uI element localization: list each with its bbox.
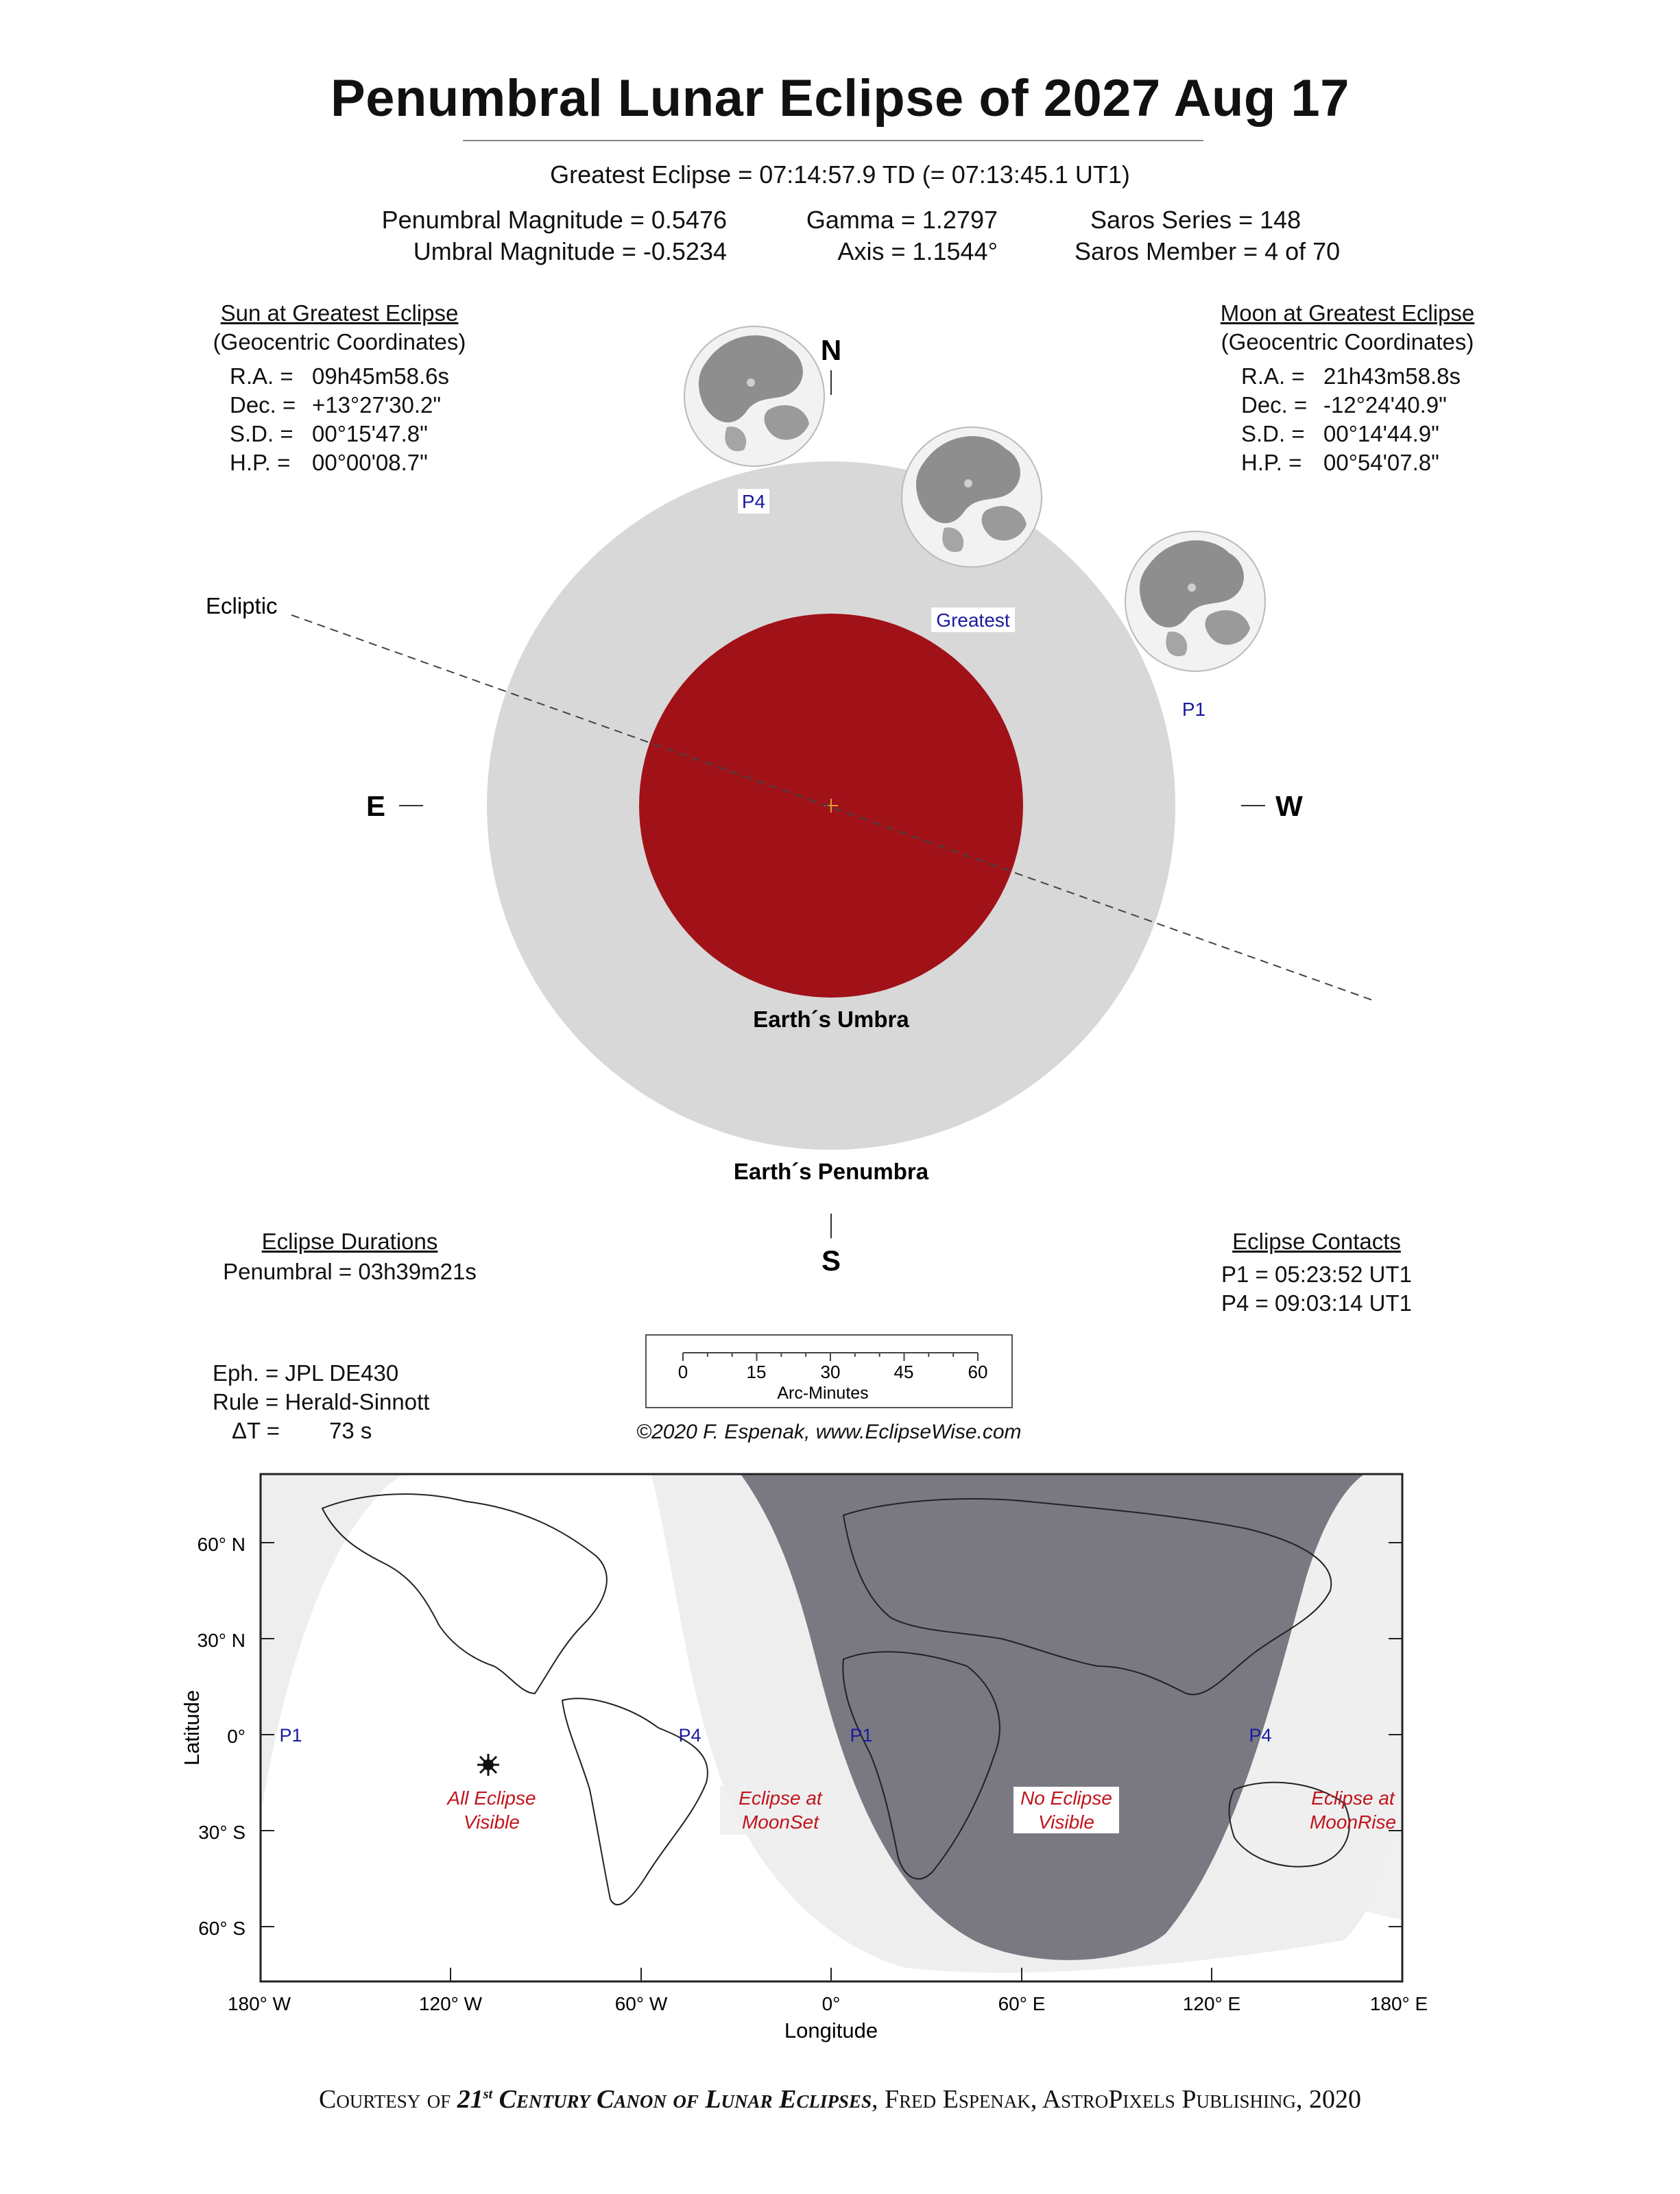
map-ylabel: Latitude: [180, 1689, 204, 1766]
p4-label: P4: [741, 491, 766, 512]
lat-tick-60n: 60° N: [197, 1534, 245, 1555]
lon-tick-120e: 120° E: [1182, 1993, 1241, 2014]
west-label: W: [1275, 790, 1303, 822]
contacts-block: [1179, 1229, 1454, 1318]
scale-tick-30: 30: [820, 1362, 841, 1382]
gamma-value: Gamma = 1.2797: [806, 206, 998, 234]
scale-bar: [645, 1334, 1015, 1416]
lon-tick-60w: 60° W: [614, 1993, 668, 2014]
region-moonrise-2: MoonRise: [1309, 1811, 1397, 1833]
moon-p1: [1125, 531, 1265, 671]
sun-ra: R.A. = 09h45m58.6s: [230, 363, 449, 389]
umbra-label: Earth´s Umbra: [753, 1006, 909, 1032]
sun-hp: H.P. = 00°00'08.7": [230, 450, 428, 475]
sun-sd: S.D. = 00°15'47.8": [230, 421, 428, 446]
greatest-label: Greatest: [936, 610, 1010, 631]
ephemeris-block: [213, 1359, 429, 1445]
lat-tick-30n: 30° N: [197, 1630, 245, 1651]
east-label: E: [365, 790, 386, 822]
scale-unit: Arc-Minutes: [777, 1384, 869, 1403]
ephemeris: Eph. = JPL DE430: [213, 1360, 399, 1386]
region-moonrise-1: Eclipse at: [1311, 1787, 1395, 1809]
moon-ra: R.A. = 21h43m58.8s: [1241, 363, 1461, 389]
axis-value: Axis = 1.1544°: [837, 237, 998, 265]
lon-tick-180e: 180° E: [1369, 1993, 1428, 2014]
delta-t: ΔT = 73 s: [232, 1418, 372, 1443]
south-label: S: [821, 1244, 841, 1277]
lat-tick-60s: 60° S: [198, 1918, 245, 1939]
contacts-title: Eclipse Contacts: [1232, 1229, 1401, 1254]
sun-title: Sun at Greatest Eclipse: [220, 300, 459, 326]
umbral-magnitude: Umbral Magnitude = -0.5234: [413, 237, 727, 265]
visibility-map: [0, 1454, 1680, 2071]
region-all-visible-1: All Eclipse: [447, 1787, 536, 1809]
lon-tick-120w: 120° W: [418, 1993, 483, 2014]
lat-tick-30s: 30° S: [198, 1822, 245, 1843]
scale-tick-60: 60: [968, 1362, 988, 1382]
sun-subtitle: (Geocentric Coordinates): [213, 329, 466, 354]
region-moonset-2: MoonSet: [741, 1811, 819, 1833]
map-contact-p1-west: P1: [279, 1725, 302, 1746]
lon-tick-180w: 180° W: [227, 1993, 291, 2014]
moon-p4: [684, 326, 824, 466]
p1-label: P1: [1181, 699, 1206, 720]
rule: Rule = Herald-Sinnott: [213, 1389, 430, 1414]
durations-title: Eclipse Durations: [261, 1229, 438, 1254]
ecliptic-label: Ecliptic: [206, 593, 278, 618]
scale-tick-0: 0: [677, 1362, 688, 1382]
moon-subtitle: (Geocentric Coordinates): [1221, 329, 1474, 354]
lat-tick-0: 0°: [227, 1726, 245, 1747]
moon-title: Moon at Greatest Eclipse: [1220, 300, 1475, 326]
contact-p4: P4 = 09:03:14 UT1: [1221, 1290, 1412, 1316]
moon-greatest: [902, 427, 1042, 567]
penumbral-duration: Penumbral = 03h39m21s: [223, 1259, 477, 1284]
scale-tick-15: 15: [746, 1362, 767, 1382]
map-xlabel: Longitude: [784, 2018, 878, 2042]
copyright: ©2020 F. Espenak, www.EclipseWise.com: [636, 1421, 1022, 1443]
greatest-eclipse: Greatest Eclipse = 07:14:57.9 TD (= 07:13:45.1 UT1): [550, 160, 1130, 189]
map-contact-p4-east: P4: [1249, 1725, 1272, 1746]
region-moonset-1: Eclipse at: [739, 1787, 822, 1809]
saros-series: Saros Series = 148: [1090, 206, 1301, 234]
penumbral-magnitude: Penumbral Magnitude = 0.5476: [381, 206, 727, 234]
map-contact-p4-west: P4: [678, 1725, 701, 1746]
region-none-visible-1: No Eclipse: [1020, 1787, 1112, 1809]
contact-p1: P1 = 05:23:52 UT1: [1221, 1262, 1412, 1287]
moon-hp: H.P. = 00°54'07.8": [1241, 450, 1439, 475]
region-none-visible-2: Visible: [1038, 1811, 1094, 1833]
region-all-visible-2: Visible: [464, 1811, 520, 1833]
north-label: N: [820, 334, 842, 366]
page-title: Penumbral Lunar Eclipse of 2027 Aug 17: [331, 69, 1349, 128]
saros-member: Saros Member = 4 of 70: [1075, 237, 1341, 265]
moon-sd: S.D. = 00°14'44.9": [1241, 421, 1439, 446]
sun-dec: Dec. = +13°27'30.2": [230, 392, 442, 418]
map-contact-p1-east: P1: [850, 1725, 873, 1746]
credit-line: Courtesy of 21st Century Canon of Lunar Eclipses, Fred Espenak, AstroPixels Publishing, 2020: [319, 2085, 1361, 2114]
lon-tick-0: 0°: [821, 1993, 841, 2014]
lon-tick-60e: 60° E: [998, 1993, 1046, 2014]
durations-block: [206, 1229, 494, 1286]
scale-tick-45: 45: [893, 1362, 914, 1382]
penumbra-label: Earth´s Penumbra: [733, 1159, 929, 1184]
moon-dec: Dec. = -12°24'40.9": [1241, 392, 1447, 418]
